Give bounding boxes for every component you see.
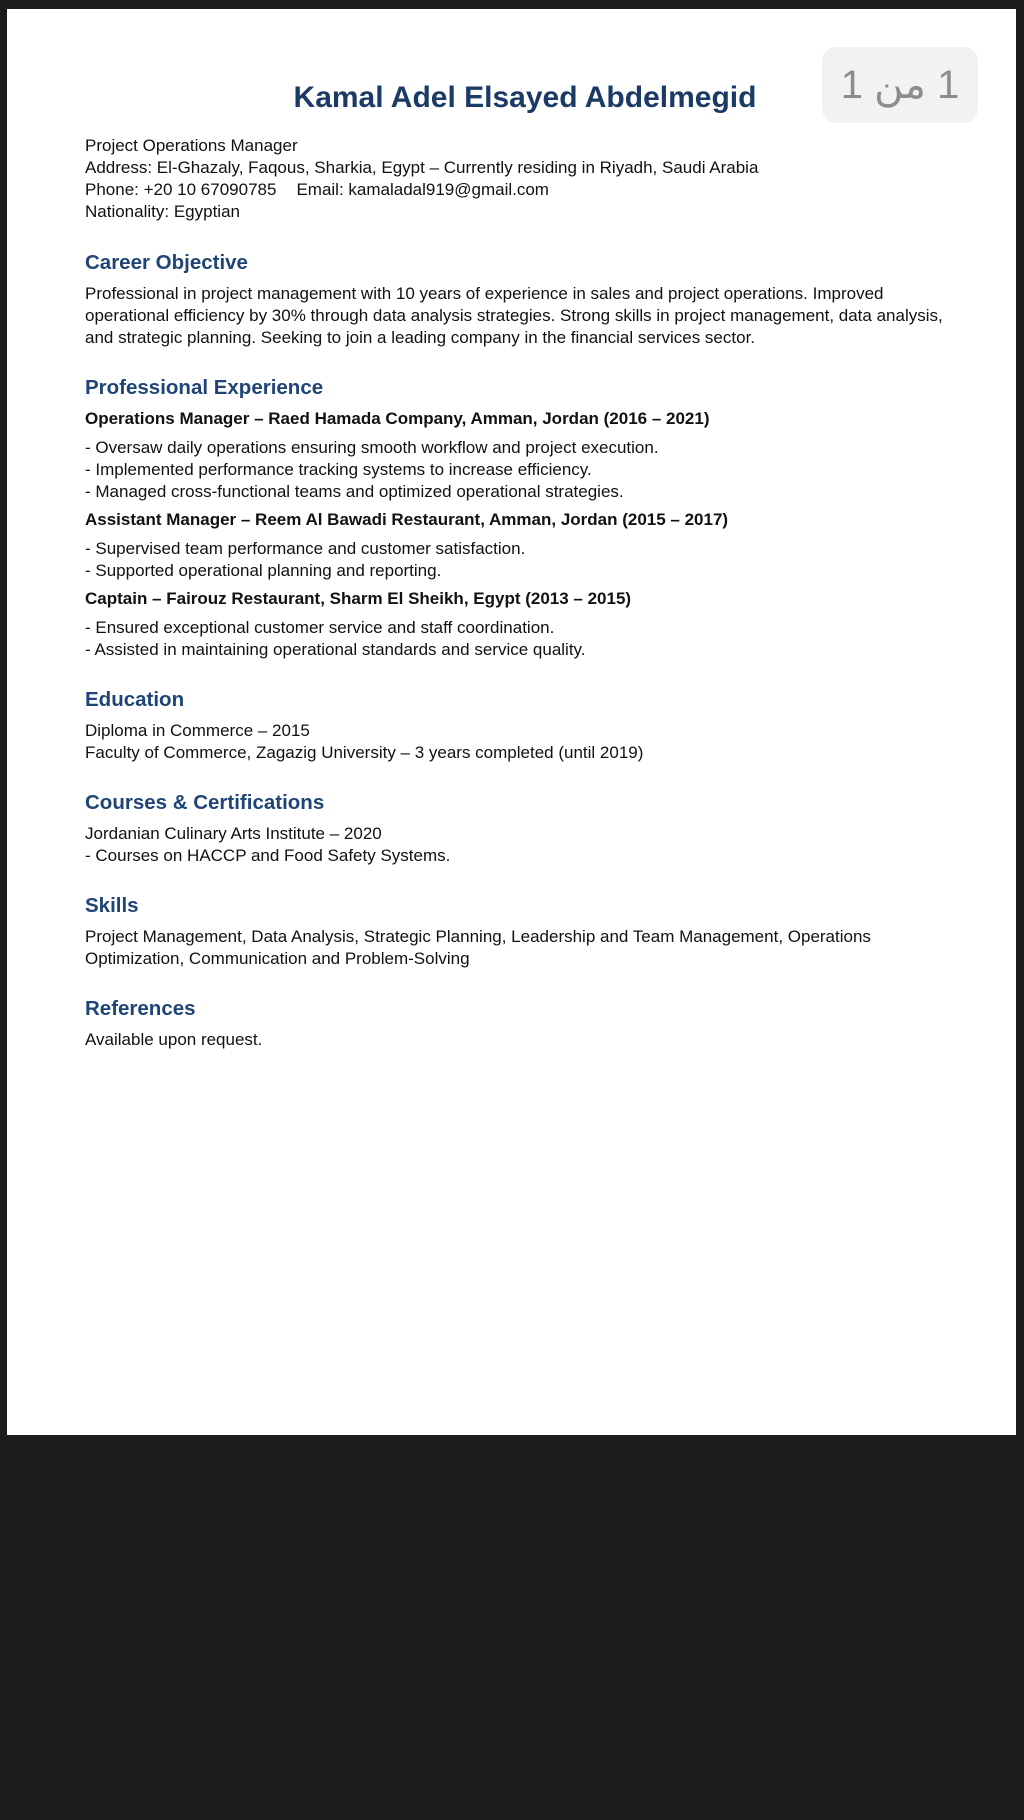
job-entry <box>85 509 965 582</box>
section-heading: Career Objective <box>85 251 248 274</box>
bullet-item: - Ensured exceptional customer service and staff coordination. <box>85 618 555 637</box>
bullet-item: - Assisted in maintaining operational standards and service quality. <box>85 640 586 659</box>
job-heading: Assistant Manager – Reem Al Bawadi Restaurant, Amman, Jordan (2015 – 2017) <box>85 510 729 529</box>
email-text: Email: kamaladal919@gmail.com <box>296 180 549 199</box>
bullet-item: - Implemented performance tracking systems to increase efficiency. <box>85 460 592 479</box>
experience-section <box>85 376 965 661</box>
paragraph-line: Professional in project management with 10 years of experience in sales and project operations. Improved <box>85 284 884 303</box>
education-text <box>85 720 965 764</box>
skills-section <box>85 894 965 970</box>
bullet-item: - Supervised team performance and customer satisfaction. <box>85 539 526 558</box>
paragraph-line: - Courses on HACCP and Food Safety Systems. <box>85 846 451 865</box>
contact-block <box>85 135 965 223</box>
phone-email-line <box>85 179 965 201</box>
skills-text <box>85 926 965 970</box>
courses-section <box>85 791 965 867</box>
references-text <box>85 1029 965 1051</box>
bullet-list <box>85 617 965 661</box>
job-entry <box>85 408 965 503</box>
career-objective-text <box>85 283 965 349</box>
job-heading: Operations Manager – Raed Hamada Company, Amman, Jordan (2016 – 2021) <box>85 409 710 428</box>
paragraph-line: and strategic planning. Seeking to join a leading company in the financial services sector. <box>85 328 756 347</box>
paragraph-line: Project Management, Data Analysis, Strategic Planning, Leadership and Team Management, Operations <box>85 927 871 946</box>
bullet-list <box>85 437 965 503</box>
paragraph-line: Available upon request. <box>85 1030 263 1049</box>
references-section <box>85 997 965 1051</box>
career-objective-section <box>85 251 965 349</box>
resume-content <box>85 73 965 1051</box>
paragraph-line: Optimization, Communication and Problem-Solving <box>85 949 470 968</box>
phone-text: Phone: +20 10 67090785 <box>85 180 277 199</box>
bullet-item: - Managed cross-functional teams and optimized operational strategies. <box>85 482 624 501</box>
section-heading: Professional Experience <box>85 376 324 399</box>
courses-text <box>85 823 965 867</box>
paragraph-line: operational efficiency by 30% through data analysis strategies. Strong skills in project management, data analysis, <box>85 306 943 325</box>
section-heading: Courses & Certifications <box>85 791 325 814</box>
section-heading: Education <box>85 688 185 711</box>
bullet-list <box>85 538 965 582</box>
bullet-item: - Oversaw daily operations ensuring smooth workflow and project execution. <box>85 438 659 457</box>
paragraph-line: Faculty of Commerce, Zagazig University – 3 years completed (until 2019) <box>85 743 644 762</box>
address-line: Address: El-Ghazaly, Faqous, Sharkia, Egypt – Currently residing in Riyadh, Saudi Arabia <box>85 158 759 177</box>
section-heading: References <box>85 997 196 1020</box>
paragraph-line: Jordanian Culinary Arts Institute – 2020 <box>85 824 382 843</box>
nationality-line: Nationality: Egyptian <box>85 202 240 221</box>
resume-name: Kamal Adel Elsayed Abdelmegid <box>293 81 757 114</box>
page-indicator: 1 من 1 <box>822 47 978 123</box>
job-heading: Captain – Fairouz Restaurant, Sharm El Sheikh, Egypt (2013 – 2015) <box>85 589 632 608</box>
job-title-line: Project Operations Manager <box>85 136 298 155</box>
job-entry <box>85 588 965 661</box>
paragraph-line: Diploma in Commerce – 2015 <box>85 721 310 740</box>
bullet-item: - Supported operational planning and reporting. <box>85 561 442 580</box>
education-section <box>85 688 965 764</box>
section-heading: Skills <box>85 894 139 917</box>
document-page[interactable] <box>7 9 1016 1435</box>
